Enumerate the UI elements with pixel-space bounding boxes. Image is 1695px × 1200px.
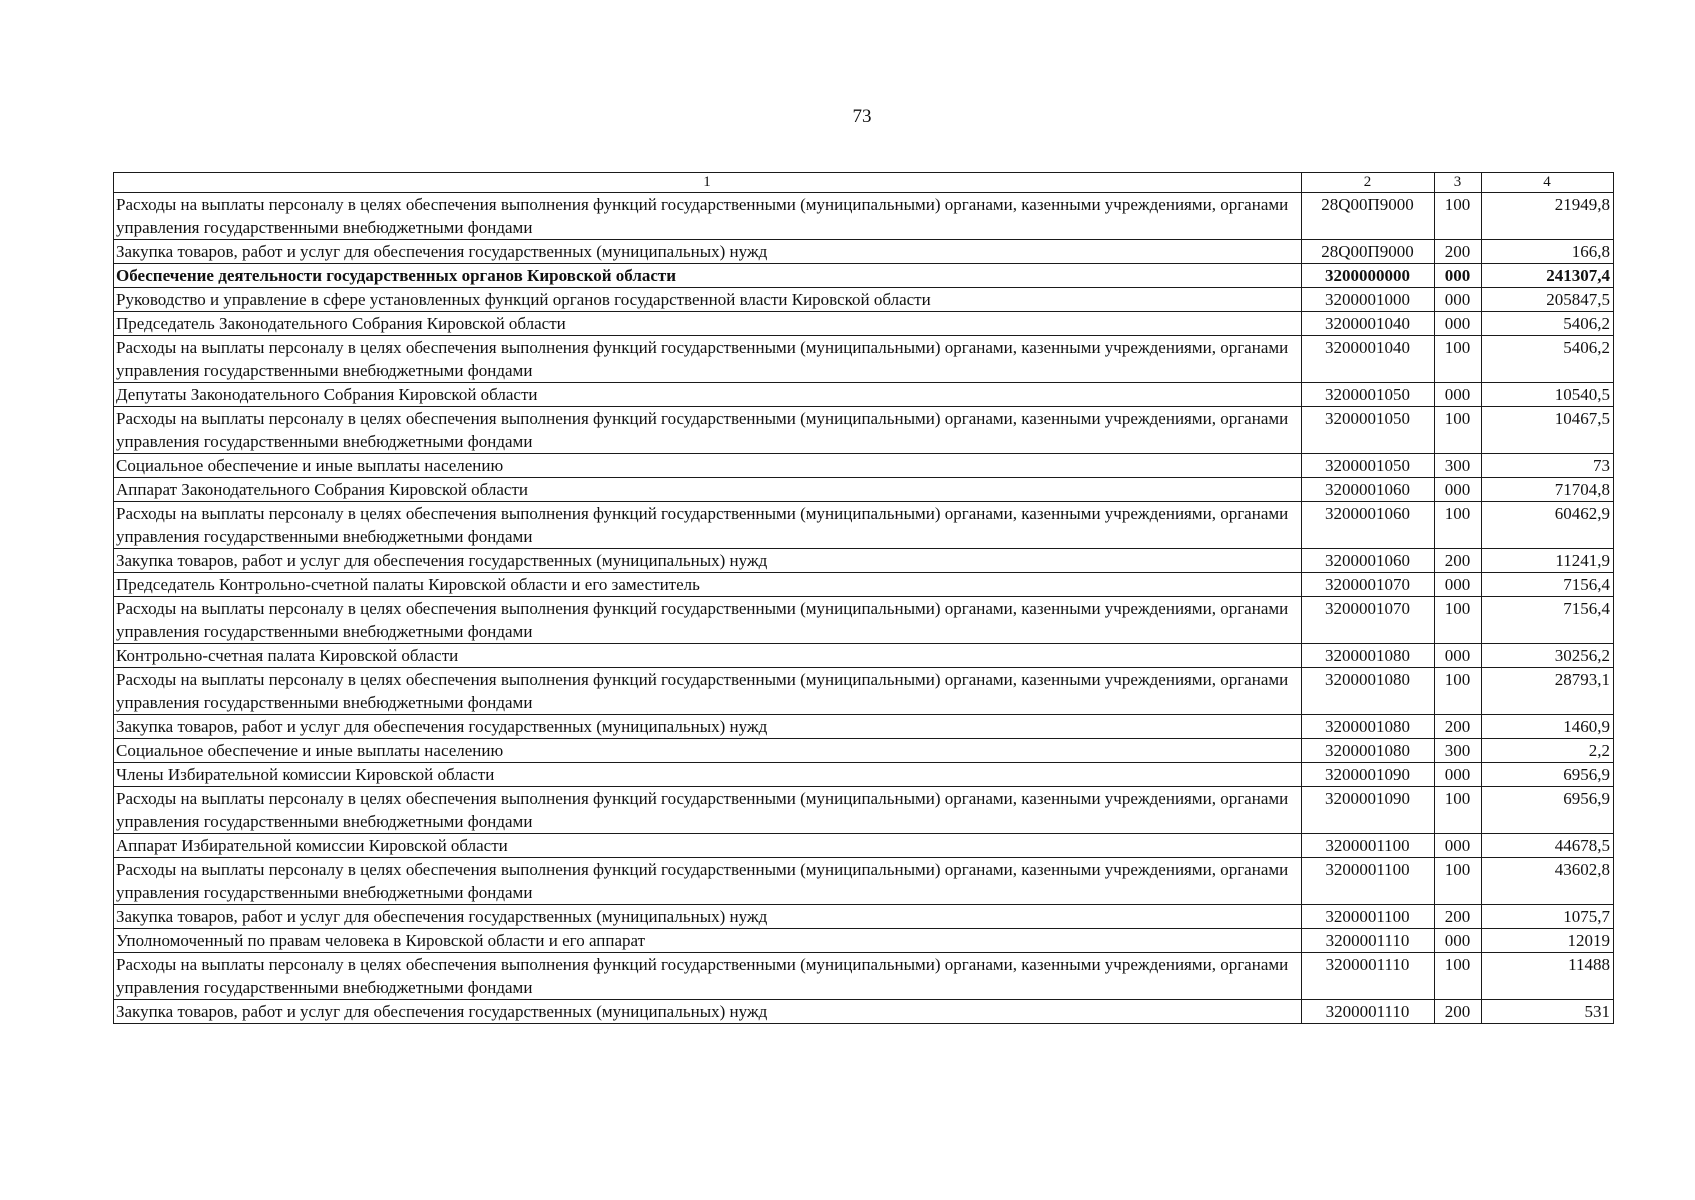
row-amount-cell: 7156,4	[1482, 573, 1614, 597]
row-expense-type-cell: 000	[1435, 929, 1482, 953]
row-expense-type-cell: 200	[1435, 1000, 1482, 1024]
row-name-cell: Закупка товаров, работ и услуг для обеспечения государственных (муниципальных) нужд	[114, 715, 1302, 739]
row-code-cell: 3200001080	[1302, 739, 1435, 763]
table-row	[114, 763, 1614, 787]
table-header-row	[114, 173, 1614, 193]
row-name-cell: Руководство и управление в сфере установленных функций органов государственной власти Кировской области	[114, 288, 1302, 312]
row-code-cell: 28Q00П9000	[1302, 193, 1435, 240]
row-expense-type-cell: 000	[1435, 644, 1482, 668]
row-name-cell: Контрольно-счетная палата Кировской области	[114, 644, 1302, 668]
table-row	[114, 668, 1614, 715]
row-expense-type-cell: 200	[1435, 905, 1482, 929]
row-expense-type-cell: 000	[1435, 312, 1482, 336]
row-name-cell: Расходы на выплаты персоналу в целях обеспечения выполнения функций государственными (муниципальными) органами, казенными учреждениями, органами управления государственными внебюджетными фондами	[114, 597, 1302, 644]
table-row	[114, 454, 1614, 478]
row-name-cell: Закупка товаров, работ и услуг для обеспечения государственных (муниципальных) нужд	[114, 905, 1302, 929]
table-row	[114, 383, 1614, 407]
table-row	[114, 288, 1614, 312]
row-expense-type-cell: 300	[1435, 454, 1482, 478]
row-expense-type-cell: 000	[1435, 834, 1482, 858]
row-expense-type-cell: 000	[1435, 478, 1482, 502]
row-name-cell: Расходы на выплаты персоналу в целях обеспечения выполнения функций государственными (муниципальными) органами, казенными учреждениями, органами управления государственными внебюджетными фондами	[114, 407, 1302, 454]
row-amount-cell: 60462,9	[1482, 502, 1614, 549]
header-col-1: 1	[114, 173, 1302, 193]
row-name-cell: Аппарат Законодательного Собрания Кировской области	[114, 478, 1302, 502]
table-row	[114, 478, 1614, 502]
row-name-cell: Депутаты Законодательного Собрания Кировской области	[114, 383, 1302, 407]
table-row	[114, 407, 1614, 454]
row-amount-cell: 205847,5	[1482, 288, 1614, 312]
row-expense-type-cell: 100	[1435, 597, 1482, 644]
row-name-cell: Председатель Контрольно-счетной палаты Кировской области и его заместитель	[114, 573, 1302, 597]
row-code-cell: 3200001100	[1302, 858, 1435, 905]
row-name-cell: Аппарат Избирательной комиссии Кировской области	[114, 834, 1302, 858]
row-name-cell: Закупка товаров, работ и услуг для обеспечения государственных (муниципальных) нужд	[114, 1000, 1302, 1024]
header-col-3: 3	[1435, 173, 1482, 193]
row-expense-type-cell: 200	[1435, 715, 1482, 739]
table-row	[114, 549, 1614, 573]
row-code-cell: 3200001110	[1302, 953, 1435, 1000]
row-amount-cell: 1075,7	[1482, 905, 1614, 929]
row-expense-type-cell: 000	[1435, 383, 1482, 407]
row-amount-cell: 44678,5	[1482, 834, 1614, 858]
row-amount-cell: 6956,9	[1482, 787, 1614, 834]
row-name-cell: Закупка товаров, работ и услуг для обеспечения государственных (муниципальных) нужд	[114, 240, 1302, 264]
table-row	[114, 905, 1614, 929]
table-row	[114, 264, 1614, 288]
row-expense-type-cell: 200	[1435, 240, 1482, 264]
row-expense-type-cell: 000	[1435, 573, 1482, 597]
row-amount-cell: 10540,5	[1482, 383, 1614, 407]
row-code-cell: 3200001040	[1302, 336, 1435, 383]
row-amount-cell: 2,2	[1482, 739, 1614, 763]
row-name-cell: Социальное обеспечение и иные выплаты населению	[114, 739, 1302, 763]
table-row	[114, 858, 1614, 905]
row-amount-cell: 21949,8	[1482, 193, 1614, 240]
row-code-cell: 3200001080	[1302, 668, 1435, 715]
row-code-cell: 3200001110	[1302, 929, 1435, 953]
row-expense-type-cell: 100	[1435, 407, 1482, 454]
table-row	[114, 715, 1614, 739]
table-row	[114, 953, 1614, 1000]
row-expense-type-cell: 100	[1435, 787, 1482, 834]
row-name-cell: Социальное обеспечение и иные выплаты населению	[114, 454, 1302, 478]
row-name-cell: Расходы на выплаты персоналу в целях обеспечения выполнения функций государственными (муниципальными) органами, казенными учреждениями, органами управления государственными внебюджетными фондами	[114, 336, 1302, 383]
row-name-cell: Расходы на выплаты персоналу в целях обеспечения выполнения функций государственными (муниципальными) органами, казенными учреждениями, органами управления государственными внебюджетными фондами	[114, 787, 1302, 834]
row-amount-cell: 6956,9	[1482, 763, 1614, 787]
row-name-cell: Расходы на выплаты персоналу в целях обеспечения выполнения функций государственными (муниципальными) органами, казенными учреждениями, органами управления государственными внебюджетными фондами	[114, 668, 1302, 715]
row-code-cell: 3200001040	[1302, 312, 1435, 336]
row-amount-cell: 241307,4	[1482, 264, 1614, 288]
table-row	[114, 787, 1614, 834]
row-code-cell: 3200001000	[1302, 288, 1435, 312]
row-expense-type-cell: 100	[1435, 502, 1482, 549]
budget-table	[113, 172, 1614, 1024]
row-code-cell: 3200000000	[1302, 264, 1435, 288]
row-code-cell: 3200001070	[1302, 573, 1435, 597]
row-code-cell: 3200001060	[1302, 502, 1435, 549]
table-row	[114, 739, 1614, 763]
table-row	[114, 597, 1614, 644]
row-name-cell: Расходы на выплаты персоналу в целях обеспечения выполнения функций государственными (муниципальными) органами, казенными учреждениями, органами управления государственными внебюджетными фондами	[114, 953, 1302, 1000]
row-amount-cell: 12019	[1482, 929, 1614, 953]
row-code-cell: 3200001080	[1302, 715, 1435, 739]
row-expense-type-cell: 000	[1435, 763, 1482, 787]
row-expense-type-cell: 100	[1435, 336, 1482, 383]
table-row	[114, 644, 1614, 668]
row-amount-cell: 1460,9	[1482, 715, 1614, 739]
row-amount-cell: 43602,8	[1482, 858, 1614, 905]
row-expense-type-cell: 200	[1435, 549, 1482, 573]
row-code-cell: 3200001060	[1302, 478, 1435, 502]
row-amount-cell: 7156,4	[1482, 597, 1614, 644]
row-code-cell: 3200001060	[1302, 549, 1435, 573]
row-name-cell: Председатель Законодательного Собрания Кировской области	[114, 312, 1302, 336]
row-name-cell: Уполномоченный по правам человека в Кировской области и его аппарат	[114, 929, 1302, 953]
row-amount-cell: 11488	[1482, 953, 1614, 1000]
row-code-cell: 3200001100	[1302, 834, 1435, 858]
table-row	[114, 929, 1614, 953]
table-row	[114, 573, 1614, 597]
row-code-cell: 3200001090	[1302, 763, 1435, 787]
row-amount-cell: 11241,9	[1482, 549, 1614, 573]
table-row	[114, 834, 1614, 858]
row-amount-cell: 5406,2	[1482, 336, 1614, 383]
table-row	[114, 336, 1614, 383]
budget-table-body	[114, 173, 1614, 1024]
row-expense-type-cell: 100	[1435, 953, 1482, 1000]
row-name-cell: Члены Избирательной комиссии Кировской области	[114, 763, 1302, 787]
row-code-cell: 3200001100	[1302, 905, 1435, 929]
row-code-cell: 3200001110	[1302, 1000, 1435, 1024]
table-row	[114, 1000, 1614, 1024]
row-amount-cell: 5406,2	[1482, 312, 1614, 336]
row-expense-type-cell: 100	[1435, 858, 1482, 905]
row-code-cell: 3200001050	[1302, 383, 1435, 407]
table-row	[114, 193, 1614, 240]
row-name-cell: Закупка товаров, работ и услуг для обеспечения государственных (муниципальных) нужд	[114, 549, 1302, 573]
row-amount-cell: 531	[1482, 1000, 1614, 1024]
row-code-cell: 28Q00П9000	[1302, 240, 1435, 264]
header-col-4: 4	[1482, 173, 1614, 193]
row-amount-cell: 28793,1	[1482, 668, 1614, 715]
row-code-cell: 3200001090	[1302, 787, 1435, 834]
row-amount-cell: 71704,8	[1482, 478, 1614, 502]
row-code-cell: 3200001050	[1302, 407, 1435, 454]
row-name-cell: Обеспечение деятельности государственных органов Кировской области	[114, 264, 1302, 288]
table-row	[114, 240, 1614, 264]
table-row	[114, 502, 1614, 549]
row-expense-type-cell: 000	[1435, 264, 1482, 288]
row-expense-type-cell: 300	[1435, 739, 1482, 763]
row-name-cell: Расходы на выплаты персоналу в целях обеспечения выполнения функций государственными (муниципальными) органами, казенными учреждениями, органами управления государственными внебюджетными фондами	[114, 193, 1302, 240]
row-code-cell: 3200001050	[1302, 454, 1435, 478]
row-amount-cell: 30256,2	[1482, 644, 1614, 668]
row-expense-type-cell: 100	[1435, 193, 1482, 240]
row-name-cell: Расходы на выплаты персоналу в целях обеспечения выполнения функций государственными (муниципальными) органами, казенными учреждениями, органами управления государственными внебюджетными фондами	[114, 502, 1302, 549]
row-expense-type-cell: 000	[1435, 288, 1482, 312]
row-amount-cell: 10467,5	[1482, 407, 1614, 454]
header-col-2: 2	[1302, 173, 1435, 193]
row-expense-type-cell: 100	[1435, 668, 1482, 715]
table-row	[114, 312, 1614, 336]
row-amount-cell: 166,8	[1482, 240, 1614, 264]
row-name-cell: Расходы на выплаты персоналу в целях обеспечения выполнения функций государственными (муниципальными) органами, казенными учреждениями, органами управления государственными внебюджетными фондами	[114, 858, 1302, 905]
row-code-cell: 3200001080	[1302, 644, 1435, 668]
row-code-cell: 3200001070	[1302, 597, 1435, 644]
page-number: 73	[852, 106, 872, 127]
row-amount-cell: 73	[1482, 454, 1614, 478]
